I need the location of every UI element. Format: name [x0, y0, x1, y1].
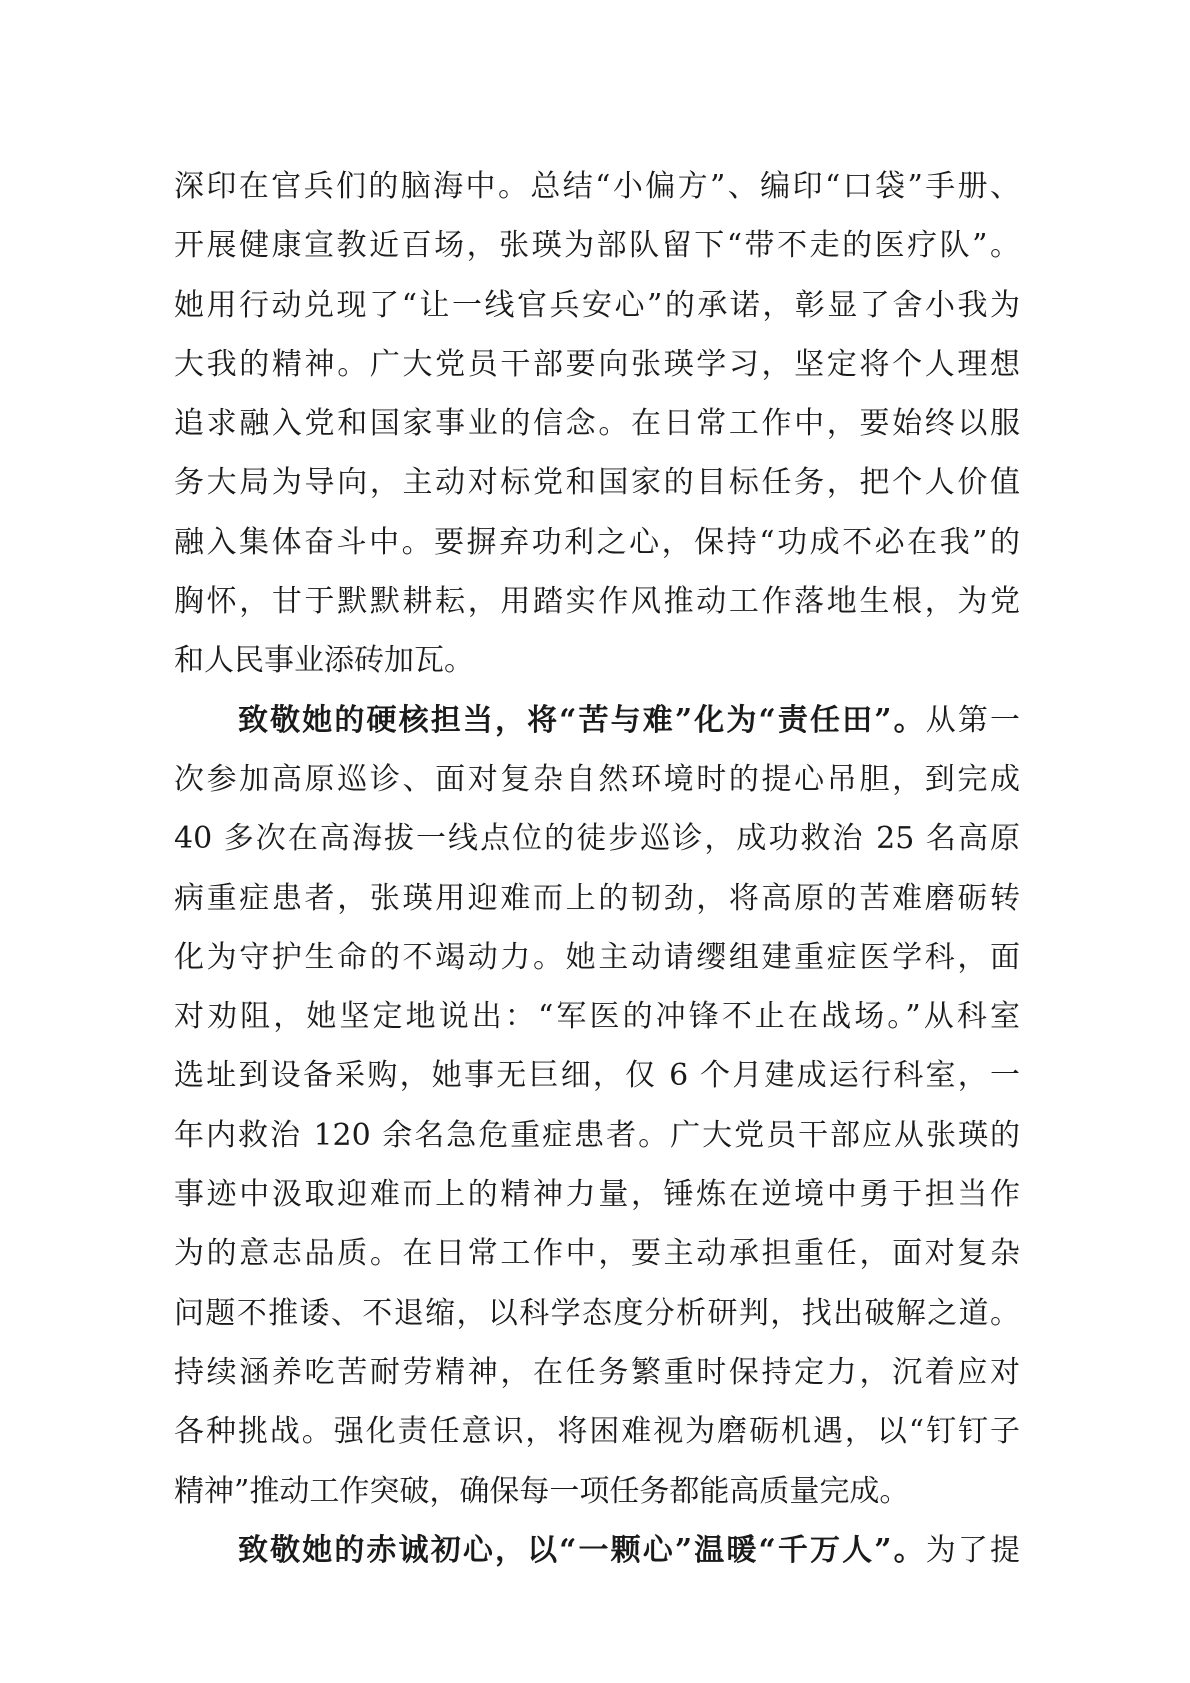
paragraph-line: 选址到设备采购，她事无巨细，仅 6 个月建成运行科室，一 [174, 1058, 1020, 1094]
paragraph-line: 开展健康宣教近百场，张瑛为部队留下“带不走的医疗队”。 [174, 228, 1020, 264]
paragraph-line: 务大局为导向，主动对标党和国家的目标任务，把个人价值 [174, 465, 1020, 501]
paragraph-line: 次参加高原巡诊、面对复杂自然环境时的提心吊胆，到完成 [174, 761, 1020, 797]
paragraph-line: 深印在官兵们的脑海中。总结“小偏方”、编印“口袋”手册、 [174, 169, 1020, 204]
paragraph-line: 病重症患者，张瑛用迎难而上的韧劲，将高原的苦难磨砺转 [174, 880, 1020, 916]
paragraph-first-line [174, 1521, 1020, 1580]
paragraph-line: 融入集体奋斗中。要摒弃功利之心，保持“功成不必在我”的 [174, 524, 1020, 560]
paragraph-first-line-rest: 从第一 [925, 702, 1021, 738]
paragraph-line: 事迹中汲取迎难而上的精神力量，锤炼在逆境中勇于担当作 [174, 1177, 1020, 1213]
paragraph-last-line: 和人民事业添砖加瓦。 [174, 643, 474, 679]
paragraph-last-line: 精神”推动工作突破，确保每一项任务都能高质量完成。 [174, 1473, 910, 1509]
paragraph-line: 化为守护生命的不竭动力。她主动请缨组建重症医学科，面 [174, 939, 1020, 975]
paragraph-line: 胸怀，甘于默默耕耘，用踏实作风推动工作落地生根，为党 [174, 584, 1020, 620]
paragraph-line: 持续涵养吃苦耐劳精神，在任务繁重时保持定力，沉着应对 [174, 1354, 1020, 1390]
paragraph-line: 为的意志品质。在日常工作中，要主动承担重任，面对复杂 [174, 1236, 1020, 1272]
document-body [174, 157, 1020, 1580]
paragraph-line: 问题不推诿、不退缩，以科学态度分析研判，找出破解之道。 [174, 1295, 1020, 1331]
paragraph-line: 她用行动兑现了“让一线官兵安心”的承诺，彰显了舍小我为 [174, 287, 1020, 323]
paragraph-line: 各种挑战。强化责任意识，将困难视为磨砺机遇，以“钉钉子 [174, 1414, 1020, 1450]
paragraph-line: 追求融入党和国家事业的信念。在日常工作中，要始终以服 [174, 406, 1020, 442]
paragraph-line: 40 多次在高海拔一线点位的徒步巡诊，成功救治 25 名高原 [174, 821, 1020, 857]
paragraph-first-line-rest: 为了提 [925, 1532, 1021, 1568]
paragraph-lead-sentence: 致敬她的赤诚初心，以“一颗心”温暖“千万人”。 [238, 1532, 926, 1568]
paragraph-lead-sentence: 致敬她的硬核担当，将“苦与难”化为“责任田”。 [238, 702, 926, 738]
paragraph-first-line [174, 691, 1020, 750]
paragraph-line: 年内救治 120 余名急危重症患者。广大党员干部应从张瑛的 [174, 1117, 1020, 1153]
paragraph-line: 大我的精神。广大党员干部要向张瑛学习，坚定将个人理想 [174, 346, 1020, 382]
paragraph-line: 对劝阻，她坚定地说出：“军医的冲锋不止在战场。”从科室 [174, 999, 1020, 1035]
